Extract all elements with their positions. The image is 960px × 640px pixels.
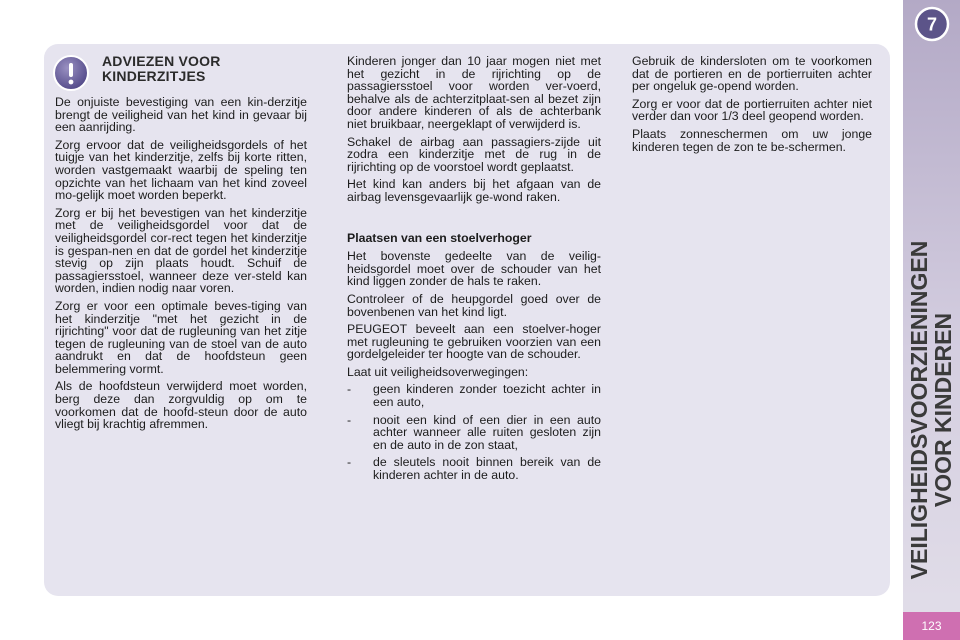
paragraph: Zorg er voor een optimale beves-tiging van het kinderzitje "met het gezicht in de rijrichting" voor dat de rugleuning van het zitje tegen de rugleuning van de stoel van de auto aandrukt en dat de hoofdsteun geen belemmering vormt.	[55, 298, 307, 376]
chapter-number: 7	[926, 14, 938, 35]
list-dash: -	[347, 455, 352, 470]
list-item-text: nooit een kind of een dier in een auto achter wanneer alle ruiten gesloten zijn en de auto in de zon staat,	[373, 412, 601, 452]
column-right	[632, 55, 872, 158]
subheading: Plaatsen van een stoelverhoger	[347, 230, 532, 245]
paragraph: Plaats zonneschermen om uw jonge kinderen tegen de zon te be-schermen.	[632, 126, 872, 154]
paragraph: Zorg ervoor dat de veiligheidsgordels of het tuigje van het kinderzitje, zelfs bij korte ritten, worden vastgemaakt waarbij de speling ten opzichte van het lichaam van het kind zoveel mo-gelijk moet worden beperkt.	[55, 137, 307, 203]
paragraph: De onjuiste bevestiging van een kin-derzitje brengt de veiligheid van het kind in gevaar bij een aanrijding.	[55, 95, 307, 135]
page-number: 123	[903, 612, 960, 640]
paragraph: PEUGEOT beveelt aan een stoelver-hoger met rugleuning te gebruiken voorzien van een gordelgeleider ter hoogte van de schouder.	[347, 322, 601, 362]
paragraph: Als de hoofdsteun verwijderd moet worden, berg deze dan zorgvuldig op om te voorkomen dat de hoofd-steun door de auto vliegt bij krachtig afremmen.	[55, 379, 307, 432]
chapter-number-icon	[914, 6, 950, 42]
chapter-title-line: VOOR KINDEREN	[930, 312, 956, 508]
paragraph: Het bovenste gedeelte van de veilig-heidsgordel moet over de schouder van het kind liggen zonder de hals te raken.	[347, 249, 601, 289]
column-middle	[347, 55, 601, 487]
list-item-text: geen kinderen zonder toezicht achter in een auto,	[373, 382, 601, 410]
list-dash: -	[347, 412, 352, 427]
list-item	[347, 383, 601, 408]
chapter-title	[907, 210, 955, 610]
paragraph: Het kind kan anders bij het afgaan van de airbag levensgevaarlijk ge-wond raken.	[347, 177, 601, 204]
paragraph: Kinderen jonger dan 10 jaar mogen niet met het gezicht in de rijrichting op de passagiersstoel voor worden ver-voerd, behalve als de achterzitplaat-sen al bezet zijn door andere kinderen of als de achterbank niet bruikbaar, neergeklapt of verwijderd is.	[347, 54, 601, 131]
exclamation-warning-icon	[52, 54, 90, 92]
paragraph: Gebruik de kindersloten om te voorkomen dat de portieren en de portierruiten achter per ongeluk ge-opend worden.	[632, 54, 872, 94]
chapter-title-line: VEILIGHEIDSVOORZIENINGEN	[906, 240, 932, 580]
paragraph: Zorg er voor dat de portierruiten achter niet verder dan voor 1/3 deel geopend worden.	[632, 96, 872, 124]
section-title: ADVIEZEN VOOR KINDERZITJES	[102, 53, 221, 84]
list-item	[347, 456, 601, 481]
paragraph: Zorg er bij het bevestigen van het kinderzitje met de veiligheidsgordel voor dat de veiligheidsgordel cor-rect tegen het kinderzitje is gespan-nen en dat de gordel het kinderzitje stevig op zijn plaats houdt. Schuif de passagiersstoel, wanneer deze ver-steld kan worden, indien nodig naar voren.	[55, 205, 307, 296]
list-item	[347, 414, 601, 452]
list-item-text: de sleutels nooit binnen bereik van de kinderen achter in de auto.	[373, 455, 601, 483]
paragraph: Schakel de airbag aan passagiers-zijde uit zodra een kinderzitje met de rug in de rijrichting op de voorstoel wordt geplaatst.	[347, 134, 601, 174]
column-left	[55, 96, 307, 436]
paragraph: Laat uit veiligheidsoverwegingen:	[347, 364, 529, 379]
paragraph: Controleer of de heupgordel goed over de bovenbenen van het kind ligt.	[347, 291, 601, 319]
list-dash: -	[347, 382, 352, 397]
